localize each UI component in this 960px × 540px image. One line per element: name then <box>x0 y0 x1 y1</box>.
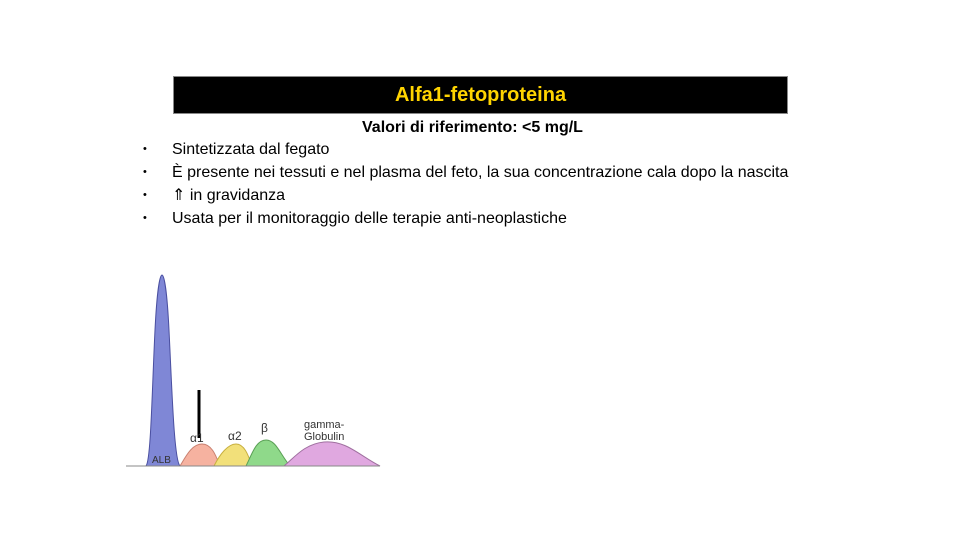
bullet-text: È presente nei tessuti e nel plasma del feto, la sua concentrazione cala dopo la nascita <box>172 164 789 181</box>
label-beta: β <box>261 421 268 435</box>
label-alpha1: α1 <box>190 431 204 445</box>
bullet-dot-icon: • <box>143 212 147 224</box>
title-bar <box>173 76 788 114</box>
label-gamma-2: Globulin <box>304 431 345 443</box>
reference-values: Valori di riferimento: <5 mg/L <box>362 119 583 136</box>
bullet-item <box>140 185 820 206</box>
bullet-dot-icon: • <box>143 189 147 201</box>
label-alpha2: α2 <box>228 429 242 443</box>
bullet-dot-icon: • <box>143 166 147 178</box>
bullet-text: ⇑ in gravidanza <box>172 187 286 204</box>
electrophoresis-diagram <box>124 270 384 470</box>
slide-title: Alfa1-fetoproteina <box>394 83 567 106</box>
bullet-dot-icon: • <box>143 143 147 155</box>
bullet-list <box>140 139 820 231</box>
label-alb: ALB <box>152 455 171 466</box>
beta-peak <box>246 440 290 466</box>
alpha1-peak <box>180 444 220 466</box>
bullet-item <box>140 139 820 160</box>
albumin-peak <box>126 275 186 466</box>
bullet-text: Usata per il monitoraggio delle terapie anti-neoplastiche <box>172 210 567 227</box>
bullet-item <box>140 208 820 229</box>
alpha2-peak <box>214 444 252 466</box>
label-gamma-1: gamma- <box>304 419 345 431</box>
bullet-item <box>140 162 820 183</box>
gamma-peak <box>284 442 380 466</box>
bullet-text: Sintetizzata dal fegato <box>172 141 330 158</box>
